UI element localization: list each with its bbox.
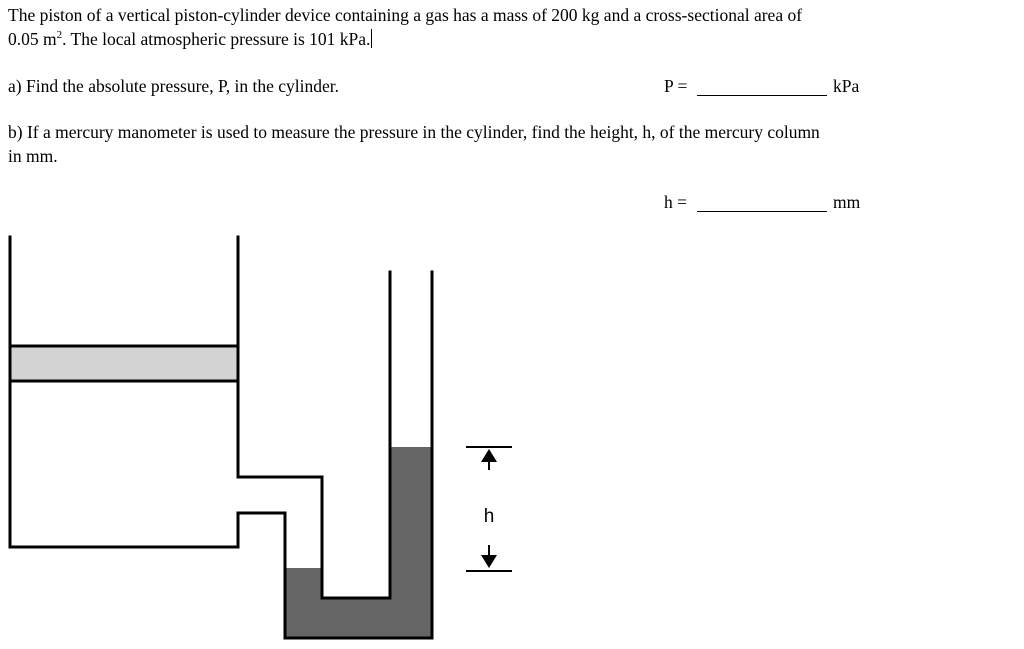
up-arrow-icon bbox=[481, 449, 497, 462]
part-a-question: a) Find the absolute pressure, P, in the cylinder. bbox=[8, 76, 339, 96]
part-a-answer-label: P = bbox=[664, 76, 688, 96]
part-a-unit: kPa bbox=[833, 76, 860, 96]
problem-line-1: The piston of a vertical piston-cylinder device containing a gas has a mass of 200 kg and a cross-sectional area of bbox=[8, 5, 803, 25]
area-value: 0.05 m bbox=[8, 29, 57, 49]
piston bbox=[10, 346, 238, 381]
cylinder-and-tube-outline bbox=[10, 237, 432, 638]
part-b-question-line-1: b) If a mercury manometer is used to measure the pressure in the cylinder, find the height, h, of the mercury column bbox=[8, 122, 820, 142]
down-arrow-icon bbox=[481, 555, 497, 568]
height-label: h bbox=[483, 506, 495, 527]
part-b-unit: mm bbox=[833, 192, 861, 212]
part-b-question-line-2: in mm. bbox=[8, 146, 58, 166]
part-b-answer-label: h = bbox=[664, 192, 687, 212]
atmospheric-pressure-text: . The local atmospheric pressure is 101 kPa. bbox=[62, 29, 371, 49]
area-exponent: 2 bbox=[56, 29, 63, 41]
